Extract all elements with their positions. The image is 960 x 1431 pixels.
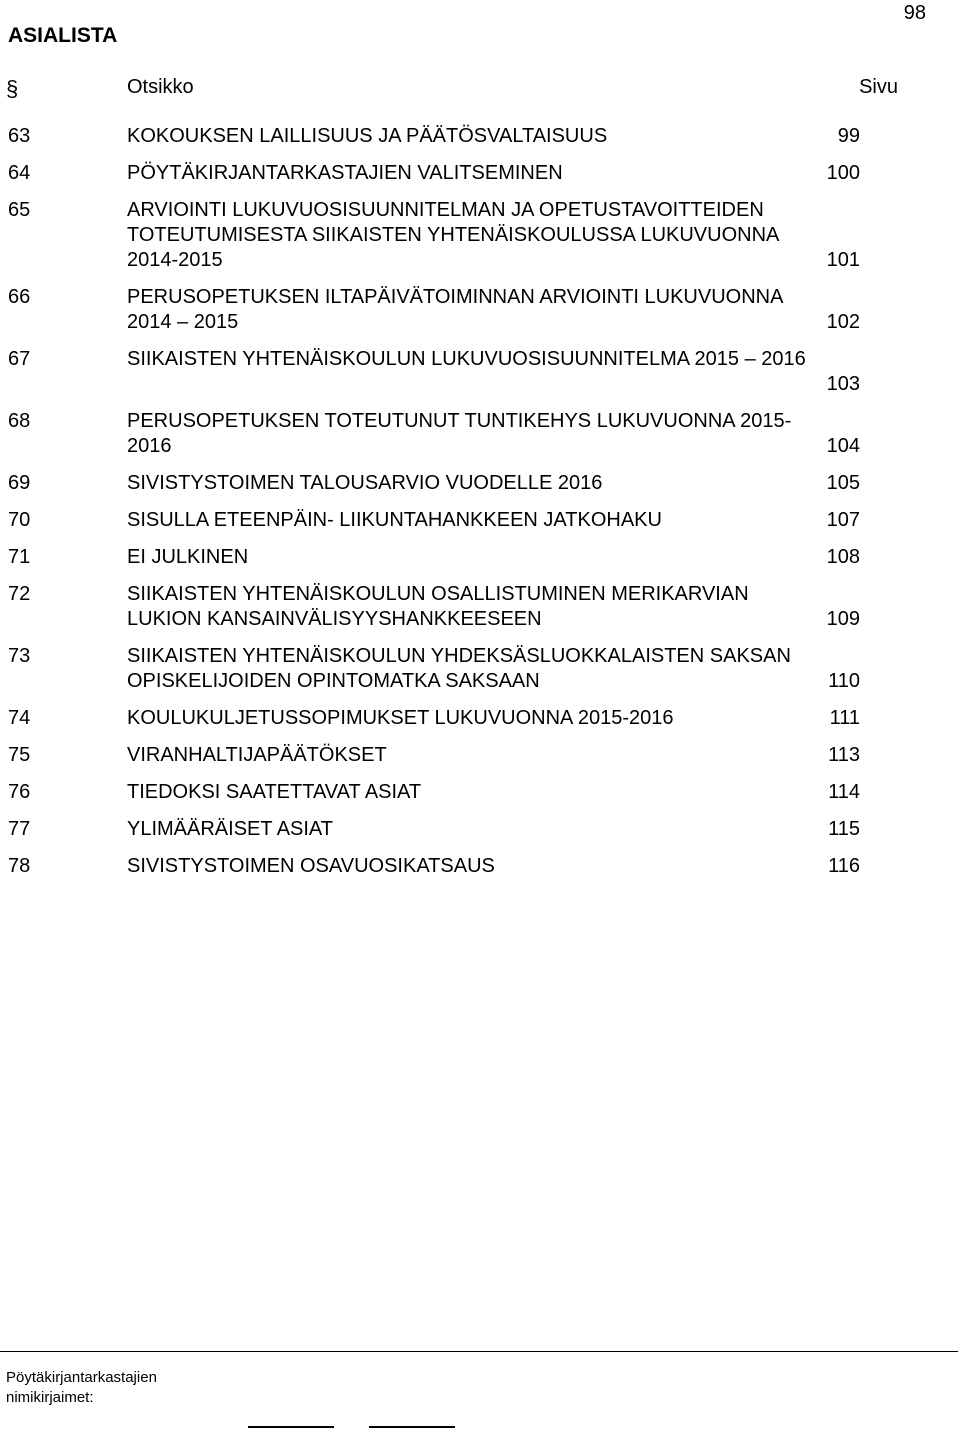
toc-entry-title: SISULLA ETEENPÄIN- LIIKUNTAHANKKEEN JATKOHAKU	[127, 509, 662, 531]
toc-entry-number: 73	[8, 645, 31, 667]
toc-entry-number: 75	[8, 744, 31, 766]
toc-entry-text	[119, 124, 860, 149]
toc-entry-line	[127, 372, 860, 397]
toc-entry	[0, 347, 960, 397]
toc-entry	[0, 124, 960, 149]
toc-entry-number: 66	[8, 286, 31, 308]
toc-entry-text	[119, 545, 860, 570]
toc-entry-title: SIVISTYSTOIMEN OSAVUOSIKATSAUS	[127, 855, 495, 877]
toc-entry-number: 74	[8, 707, 31, 729]
toc-entry-line	[127, 471, 860, 496]
toc-entry	[0, 508, 960, 533]
toc-entry-line	[127, 817, 860, 842]
toc-entry-title: ARVIOINTI LUKUVUOSISUUNNITELMAN JA OPETUSTAVOITTEIDEN	[127, 199, 764, 221]
toc-entry-text	[119, 780, 860, 805]
toc-entry-line	[127, 780, 860, 805]
toc-entry-line	[127, 124, 860, 149]
toc-entry-text	[119, 198, 860, 273]
footer-divider	[0, 1351, 958, 1352]
toc-entry-text	[119, 508, 860, 533]
toc-entry-number: 78	[8, 855, 31, 877]
toc-entry	[0, 780, 960, 805]
toc-entry-page: 114	[828, 781, 860, 803]
toc-entry-line	[127, 508, 860, 533]
toc-entry-number: 67	[8, 348, 31, 370]
toc-entry-title: LUKION KANSAINVÄLISYYSHANKKEESEEN	[127, 608, 542, 630]
toc-entry-text	[119, 409, 860, 459]
toc-entry-page: 109	[826, 608, 860, 630]
toc-header	[0, 76, 960, 102]
toc-entry-line	[127, 582, 860, 607]
toc-entry-title: YLIMÄÄRÄISET ASIAT	[127, 818, 333, 840]
toc-entry-text	[119, 706, 860, 731]
toc-entry-page: 113	[828, 744, 860, 766]
section-mark: §	[6, 76, 19, 101]
toc-entry	[0, 644, 960, 694]
toc-entry-text	[119, 161, 860, 186]
toc-entry-page: 102	[826, 311, 860, 333]
toc-entry-page: 108	[826, 546, 860, 568]
toc-entry-number: 69	[8, 472, 31, 494]
toc-entry-title: OPISKELIJOIDEN OPINTOMATKA SAKSAAN	[127, 670, 540, 692]
column-header-title: Otsikko	[127, 76, 194, 98]
toc-entry-text	[119, 582, 860, 632]
toc-entry-line	[127, 434, 860, 459]
toc-entry-number: 65	[8, 199, 31, 221]
toc-entry-text	[119, 471, 860, 496]
toc-entry-title: SIIKAISTEN YHTENÄISKOULUN LUKUVUOSISUUNNITELMA 2015 – 2016	[127, 348, 806, 370]
column-header-page: Sivu	[859, 76, 898, 98]
toc-entry	[0, 706, 960, 731]
toc-entry-line	[127, 347, 860, 372]
toc-entry-page: 105	[826, 472, 860, 494]
initials-line-1	[248, 1426, 334, 1428]
toc-entry-title: PERUSOPETUKSEN TOTEUTUNUT TUNTIKEHYS LUKUVUONNA 2015-	[127, 410, 792, 432]
toc-entry-number: 72	[8, 583, 31, 605]
toc-entry-number: 63	[8, 125, 31, 147]
toc-entry-text	[119, 854, 860, 879]
toc-entry-text	[119, 285, 860, 335]
toc-entry	[0, 817, 960, 842]
page-title: ASIALISTA	[8, 24, 118, 47]
toc-entry-number: 64	[8, 162, 31, 184]
toc-entry	[0, 198, 960, 273]
toc-entry-title: TOTEUTUMISESTA SIIKAISTEN YHTENÄISKOULUSSA LUKUVUONNA	[127, 224, 780, 246]
toc-entry-line	[127, 545, 860, 570]
toc-entry-page: 104	[826, 435, 860, 457]
toc-entry-title: 2014 – 2015	[127, 311, 239, 333]
toc-entry-line	[127, 644, 860, 669]
toc-entry-title: PERUSOPETUKSEN ILTAPÄIVÄTOIMINNAN ARVIOINTI LUKUVUONNA	[127, 286, 784, 308]
toc-entry-title: 2014-2015	[127, 249, 223, 271]
toc-entry-number: 68	[8, 410, 31, 432]
toc-entry-text	[119, 347, 860, 397]
toc-entry-title: 2016	[127, 435, 172, 457]
toc-entry-line	[127, 409, 860, 434]
toc-entry-page: 115	[828, 818, 860, 840]
toc-entry-line	[127, 310, 860, 335]
toc-entry-title: KOKOUKSEN LAILLISUUS JA PÄÄTÖSVALTAISUUS	[127, 125, 608, 147]
toc-entry-line	[127, 198, 860, 223]
footer-label-line-2: nimikirjaimet:	[6, 1389, 94, 1406]
toc-entry-page: 116	[828, 855, 860, 877]
toc-entry	[0, 743, 960, 768]
toc-entry	[0, 409, 960, 459]
table-of-contents	[0, 124, 960, 891]
toc-entry-page: 100	[826, 162, 860, 184]
toc-entry	[0, 582, 960, 632]
toc-entry	[0, 854, 960, 879]
toc-entry-number: 71	[8, 546, 31, 568]
toc-entry-text	[119, 644, 860, 694]
initials-line-2	[369, 1426, 455, 1428]
toc-entry	[0, 161, 960, 186]
toc-entry-line	[127, 669, 860, 694]
toc-entry-title: PÖYTÄKIRJANTARKASTAJIEN VALITSEMINEN	[127, 162, 563, 184]
toc-entry-number: 70	[8, 509, 31, 531]
footer-initials-label	[6, 1368, 157, 1408]
toc-entry	[0, 545, 960, 570]
toc-entry-title: SIVISTYSTOIMEN TALOUSARVIO VUODELLE 2016	[127, 472, 603, 494]
page-number: 98	[903, 2, 926, 24]
toc-entry-line	[127, 223, 860, 248]
toc-entry-title: TIEDOKSI SAATETTAVAT ASIAT	[127, 781, 422, 803]
toc-entry-page: 107	[826, 509, 860, 531]
toc-entry-line	[127, 706, 860, 731]
toc-entry-page: 103	[826, 373, 860, 395]
toc-entry-page: 99	[837, 125, 860, 147]
toc-entry-line	[127, 607, 860, 632]
toc-entry	[0, 285, 960, 335]
toc-entry-line	[127, 161, 860, 186]
toc-entry-line	[127, 248, 860, 273]
toc-entry-title: SIIKAISTEN YHTENÄISKOULUN YHDEKSÄSLUOKKALAISTEN SAKSAN	[127, 645, 791, 667]
toc-entry-title: EI JULKINEN	[127, 546, 249, 568]
toc-entry-text	[119, 743, 860, 768]
toc-entry-text	[119, 817, 860, 842]
toc-entry-title: VIRANHALTIJAPÄÄTÖKSET	[127, 744, 387, 766]
toc-entry-page: 111	[829, 707, 860, 729]
toc-entry-line	[127, 854, 860, 879]
toc-entry	[0, 471, 960, 496]
toc-entry-page: 110	[828, 670, 860, 692]
toc-entry-number: 76	[8, 781, 31, 803]
footer-label-line-1: Pöytäkirjantarkastajien	[6, 1369, 157, 1386]
toc-entry-title: SIIKAISTEN YHTENÄISKOULUN OSALLISTUMINEN MERIKARVIAN	[127, 583, 749, 605]
toc-entry-title: KOULUKULJETUSSOPIMUKSET LUKUVUONNA 2015-2016	[127, 707, 674, 729]
toc-entry-number: 77	[8, 818, 31, 840]
toc-entry-page: 101	[826, 249, 860, 271]
toc-entry-line	[127, 743, 860, 768]
toc-entry-line	[127, 285, 860, 310]
